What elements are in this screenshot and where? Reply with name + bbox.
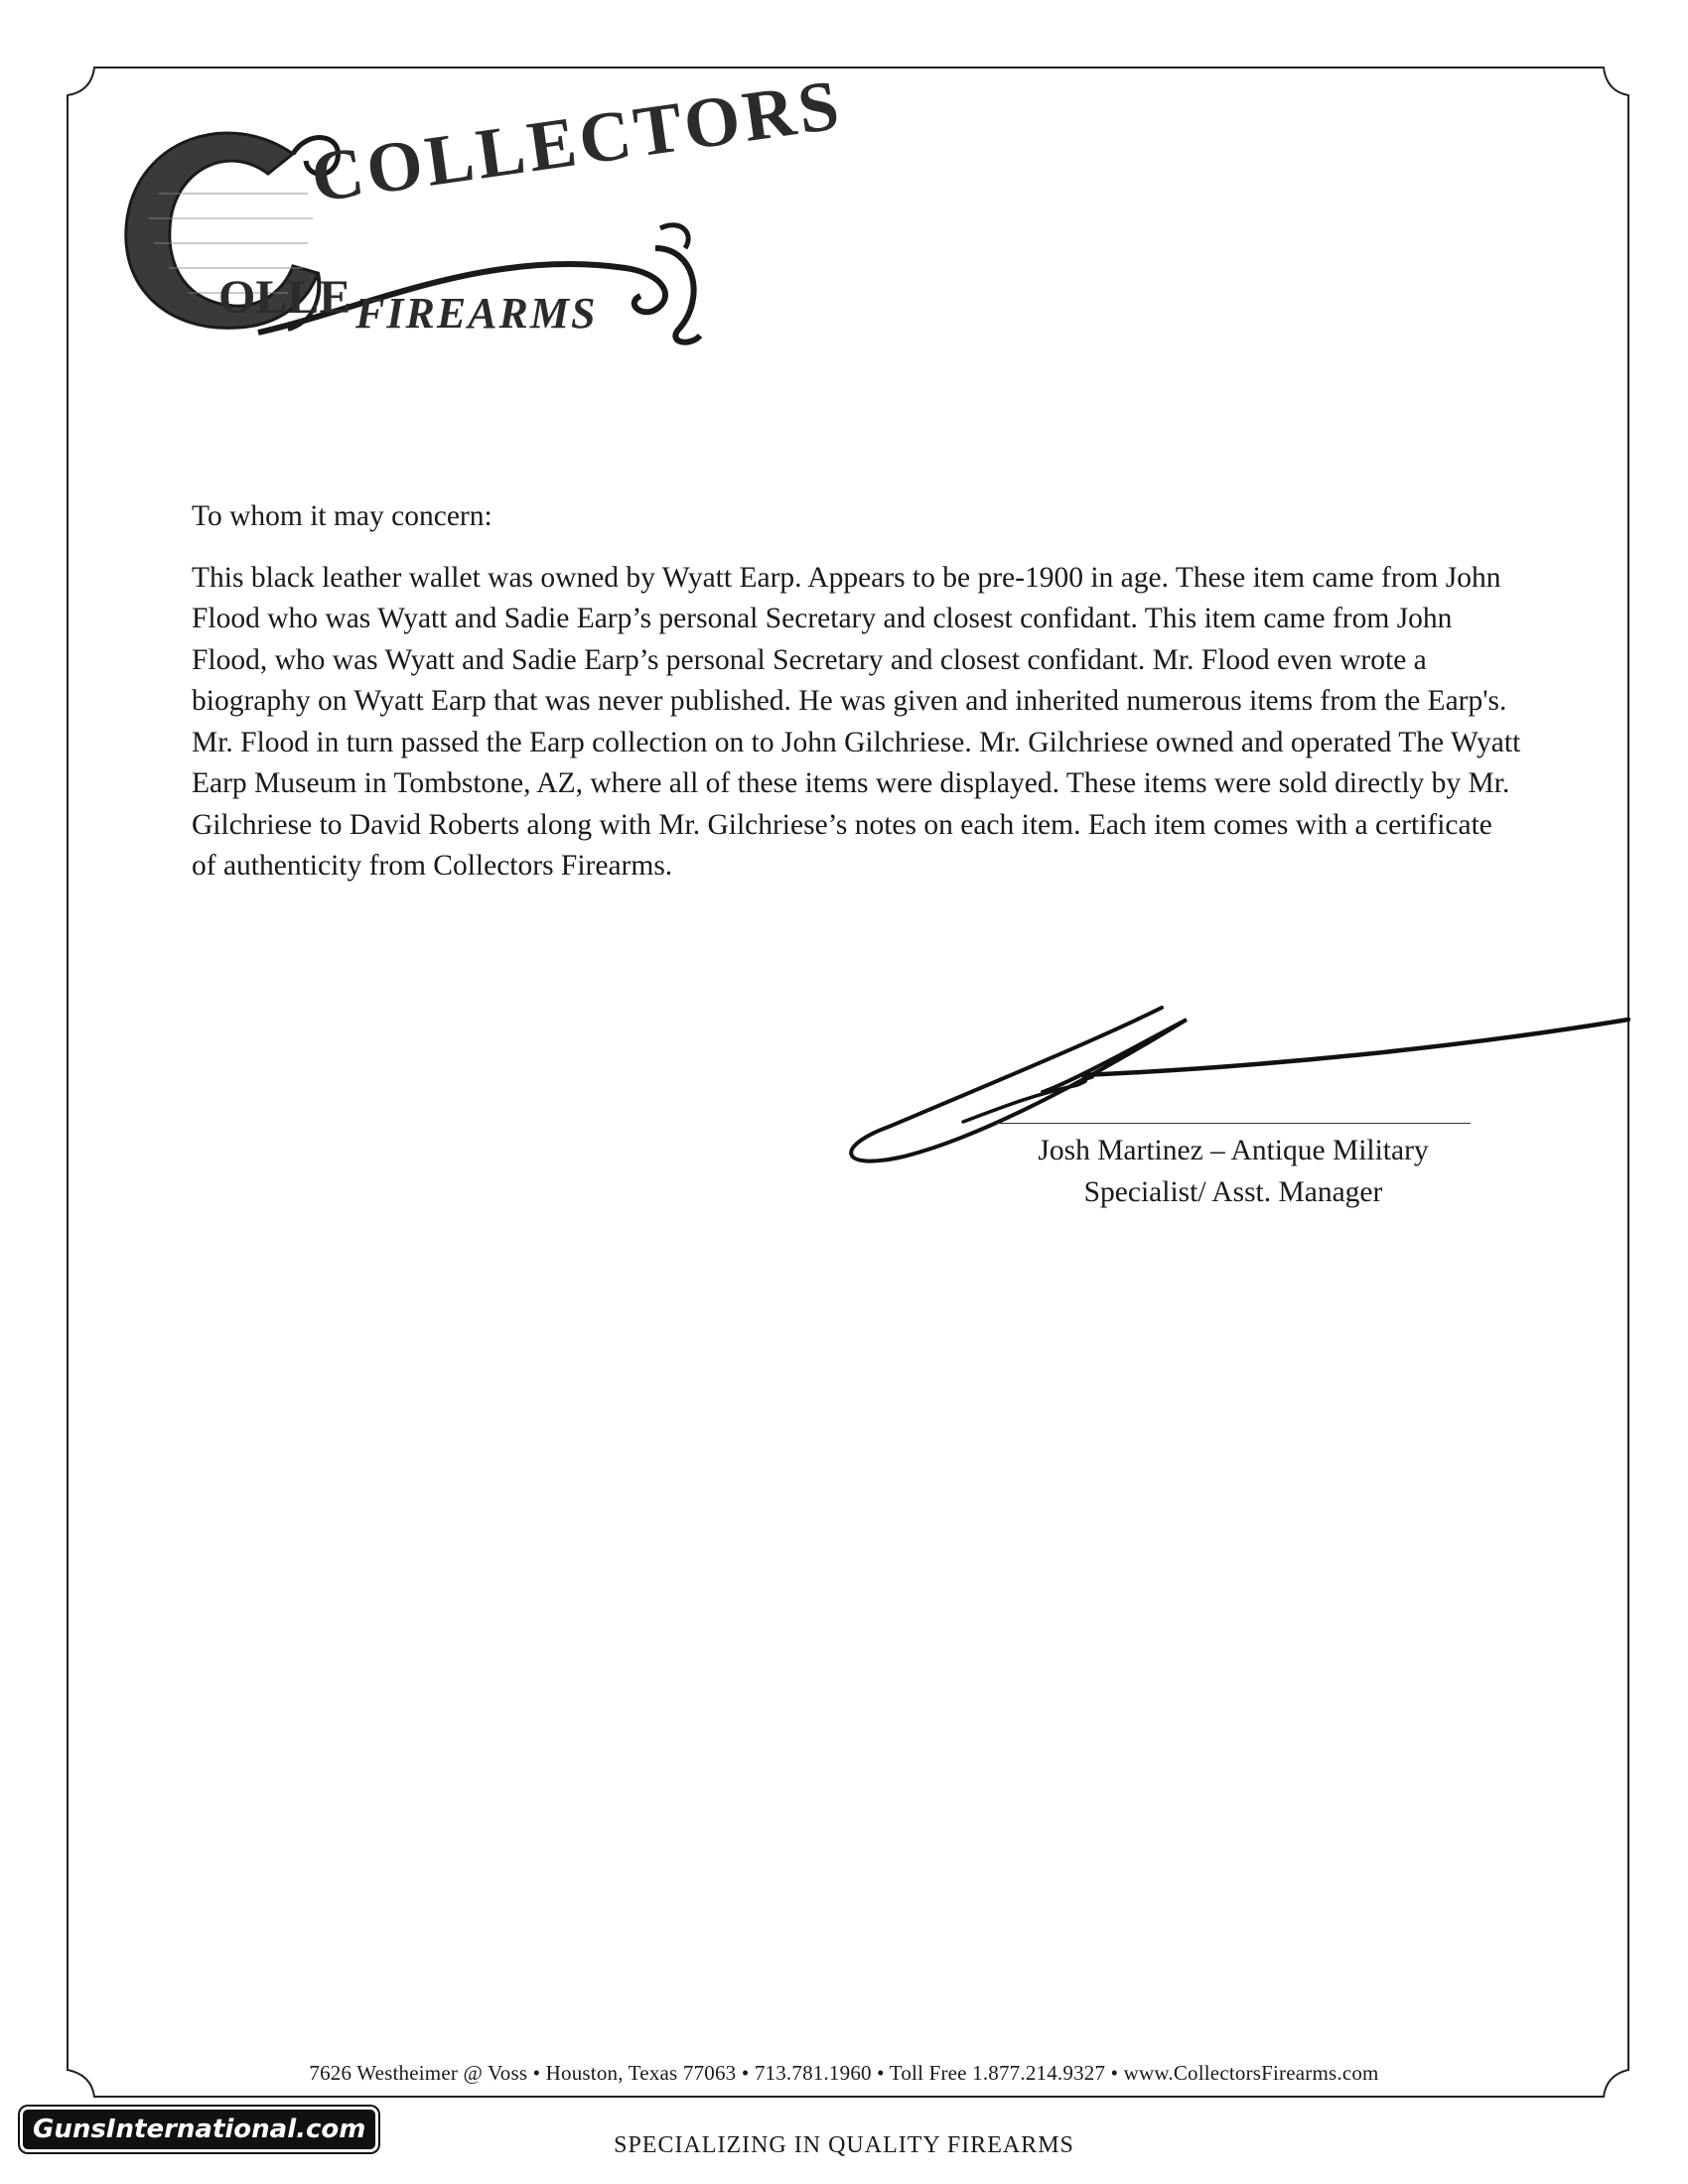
company-logo — [109, 64, 848, 357]
signatory-name-line1: Josh Martinez – Antique Military — [1038, 1135, 1429, 1166]
letter-content — [192, 496, 1522, 887]
logo-bottom-text: FIREARMS — [355, 289, 598, 338]
svg-text:OLLE: OLLE — [218, 271, 352, 324]
signature-line — [996, 1123, 1471, 1124]
letter-body: This black leather wallet was owned by Wyatt Earp. Appears to be pre-1900 in age. These item came from John Flood who was Wyatt and Sadie Earp’s personal Secretary and closest confidant. This item came from John Flood, who was Wyatt and Sadie Earp’s personal Secretary and closest confidant. Mr. Flood even wrote a biography on Wyatt Earp that was never published. He was given and inherited numerous items from the Earp's. Mr. Flood in turn passed the Earp collection on to John Gilchriese. Mr. Gilchriese owned and operated The Wyatt Earp Museum in Tombstone, AZ, where all of these items were displayed. These items were sold directly by Mr. Gilchriese to David Roberts along with Mr. Gilchriese’s notes on each item. Each item comes with a certificate of authenticity from Collectors Firearms. — [192, 561, 1521, 882]
signatory-name — [996, 1130, 1471, 1213]
logo-top-text: COLLECTORS — [306, 64, 848, 218]
footer-tagline: SPECIALIZING IN QUALITY FIREARMS — [614, 2132, 1074, 2158]
watermark-logo: GunsInternational.com — [20, 2107, 378, 2152]
salutation: To whom it may concern: — [192, 500, 492, 532]
footer-address: 7626 Westheimer @ Voss • Houston, Texas 77063 • 713.781.1960 • Toll Free 1.877.214.9327 • www.CollectorsFirearms.com — [309, 2061, 1379, 2085]
signatory-name-line2: Specialist/ Asst. Manager — [1083, 1176, 1383, 1208]
